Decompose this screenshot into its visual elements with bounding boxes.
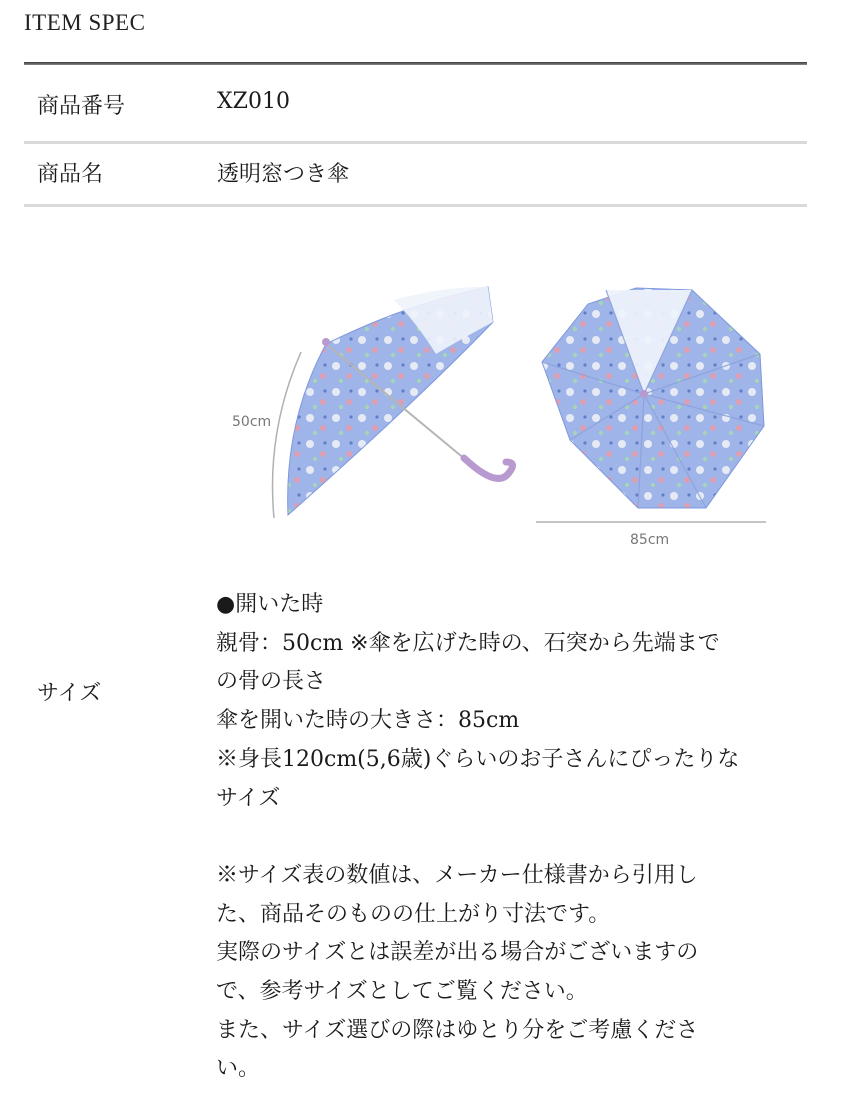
umbrella-size-diagram (226, 282, 786, 552)
note-line: また、サイズ選びの際はゆとり分をご考慮くださ (216, 1017, 699, 1043)
spec-value: 透明窓つき傘 (217, 162, 350, 187)
note-line: で、参考サイズとしてご覧ください。 (216, 979, 588, 1005)
size-line: の骨の長さ (216, 669, 327, 695)
spec-label: 商品番号 (37, 94, 126, 119)
size-label: サイズ (37, 681, 102, 706)
spec-label: 商品名 (37, 162, 104, 187)
size-line: ●開いた時 (216, 592, 324, 617)
size-line: 親骨：50cm ※傘を広げた時の、石突から先端まで (216, 630, 720, 656)
note-line: い。 (216, 1056, 261, 1082)
size-description (216, 586, 801, 1089)
spec-row-item-name (24, 144, 807, 207)
umbrella-side-view (232, 287, 513, 518)
note-line: ※サイズ表の数値は、メーカー仕様書から引用し (216, 862, 698, 888)
umbrella-top-view (536, 288, 766, 548)
note-line: 実際のサイズとは誤差が出る場合がございますの (216, 940, 699, 966)
note-line: た、商品そのものの仕上がり寸法です。 (216, 901, 611, 927)
size-line: サイズ (216, 785, 281, 811)
spec-row-item-number (24, 65, 807, 144)
paragraph-gap (216, 818, 801, 857)
size-line: 傘を開いた時の大きさ：85cm (216, 708, 520, 734)
height-dimension-label: 50cm (232, 414, 272, 430)
width-dimension-label: 85cm (630, 532, 670, 548)
spec-value: XZ010 (217, 89, 290, 114)
section-title: ITEM SPEC (24, 10, 146, 35)
size-line: ※身長120cm(5,6歳)ぐらいのお子さんにぴったりな (216, 746, 740, 772)
